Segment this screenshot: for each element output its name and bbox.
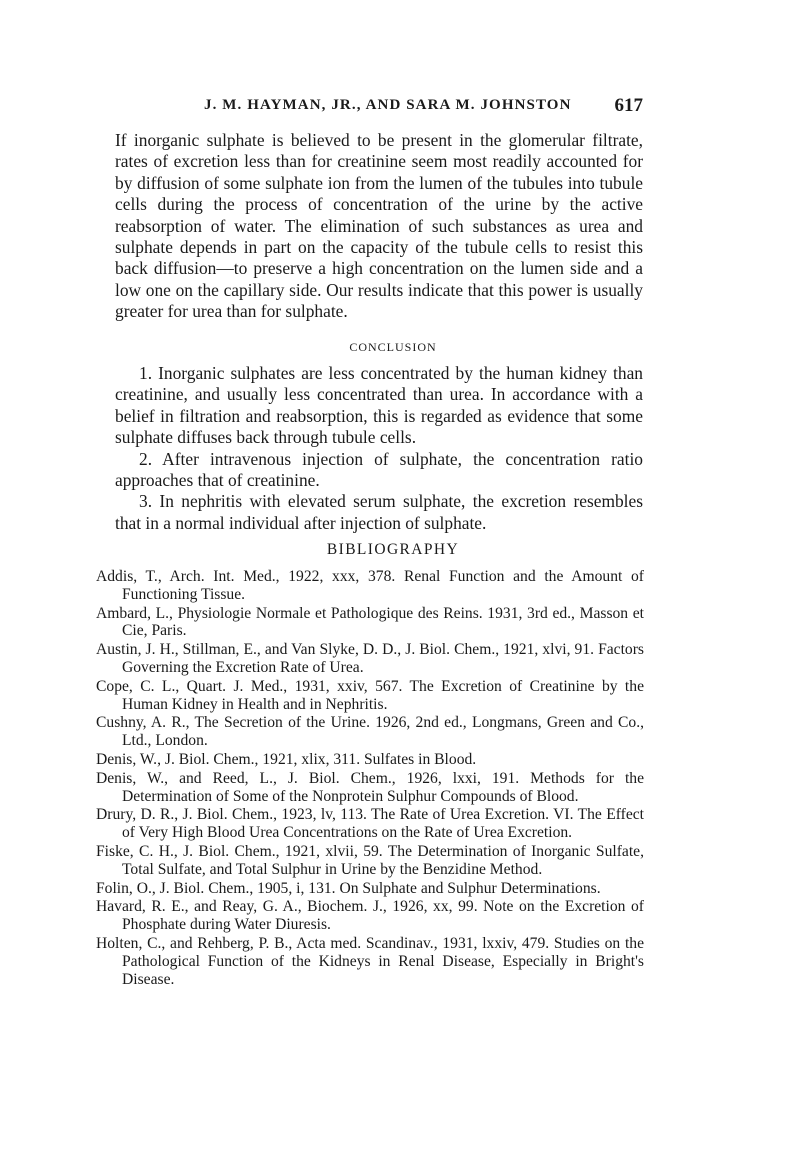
bibliography-entry: Havard, R. E., and Reay, G. A., Biochem. J., 1926, xx, 99. Note on the Excretion of Phosphate during Water Diuresis.: [96, 898, 644, 934]
conclusion-item: 1. Inorganic sulphates are less concentrated by the human kidney than creatinine, and usually less concentrated than urea. In accordance with a belief in filtration and reabsorption, this is regarded as evidence that some sulphate diffuses back through tubule cells.: [115, 363, 643, 448]
conclusion-list: [115, 363, 643, 534]
bibliography-entry: Holten, C., and Rehberg, P. B., Acta med. Scandinav., 1931, lxxiv, 479. Studies on the Pathological Function of the Kidneys in Renal Disease, Especially in Bright's Disease.: [96, 934, 644, 988]
bibliography-heading: BIBLIOGRAPHY: [326, 541, 460, 558]
bibliography-entry: Ambard, L., Physiologie Normale et Pathologique des Reins. 1931, 3rd ed., Masson et Cie, Paris.: [96, 604, 644, 640]
bibliography-list: [96, 568, 644, 989]
running-head: [0, 97, 786, 121]
bibliography-entry: Cushny, A. R., The Secretion of the Urine. 1926, 2nd ed., Longmans, Green and Co., Ltd., London.: [96, 714, 644, 750]
running-head-authors: J. M. HAYMAN, JR., AND SARA M. JOHNSTON: [204, 97, 572, 113]
bibliography-entry: Denis, W., J. Biol. Chem., 1921, xlix, 311. Sulfates in Blood.: [96, 750, 477, 768]
conclusion-item: 3. In nephritis with elevated serum sulphate, the excretion resembles that in a normal individual after injection of sulphate.: [115, 491, 643, 533]
page-number: 617: [614, 95, 643, 116]
bibliography-entry: Addis, T., Arch. Int. Med., 1922, xxx, 378. Renal Function and the Amount of Functioning Tissue.: [96, 568, 644, 603]
conclusion-item: 2. After intravenous injection of sulphate, the concentration ratio approaches that of creatinine.: [115, 448, 643, 491]
bibliography-entry: Cope, C. L., Quart. J. Med., 1931, xxiv, 567. The Excretion of Creatinine by the Human Kidney in Health and in Nephritis.: [96, 677, 644, 713]
bibliography-entry: Denis, W., and Reed, L., J. Biol. Chem., 1926, lxxi, 191. Methods for the Determination of Some of the Nonprotein Sulphur Compounds of Blood.: [96, 769, 644, 805]
bibliography-entry: Austin, J. H., Stillman, E., and Van Slyke, D. D., J. Biol. Chem., 1921, xlvi, 91. Factors Governing the Excretion Rate of Urea.: [96, 641, 644, 676]
bibliography-entry: Folin, O., J. Biol. Chem., 1905, i, 131. On Sulphate and Sulphur Determinations.: [96, 879, 601, 897]
intro-paragraph: If inorganic sulphate is believed to be present in the glomerular filtrate, rates of excretion less than for creatinine seem most readily accounted for by diffusion of some sulphate ion from the lumen of the tubules into tubule cells during the process of concentration of the urine by the active reabsorption of water. The elimination of such substances as urea and sulphate depends in part on the capacity of the tubule cells to resist this back diffusion—to preserve a high concentration on the lumen side and a low one on the capillary side. Our results indicate that this power is usually greater for urea than for sulphate.: [115, 130, 643, 322]
bibliography-entry: Fiske, C. H., J. Biol. Chem., 1921, xlvii, 59. The Determination of Inorganic Sulfate, Total Sulfate, and Total Sulphur in Urine by the Benzidine Method.: [96, 842, 644, 878]
conclusion-heading: CONCLUSION: [349, 340, 437, 354]
bibliography-entry: Drury, D. R., J. Biol. Chem., 1923, lv, 113. The Rate of Urea Excretion. VI. The Effect of Very High Blood Urea Concentrations on the Rate of Urea Excretion.: [96, 806, 644, 842]
